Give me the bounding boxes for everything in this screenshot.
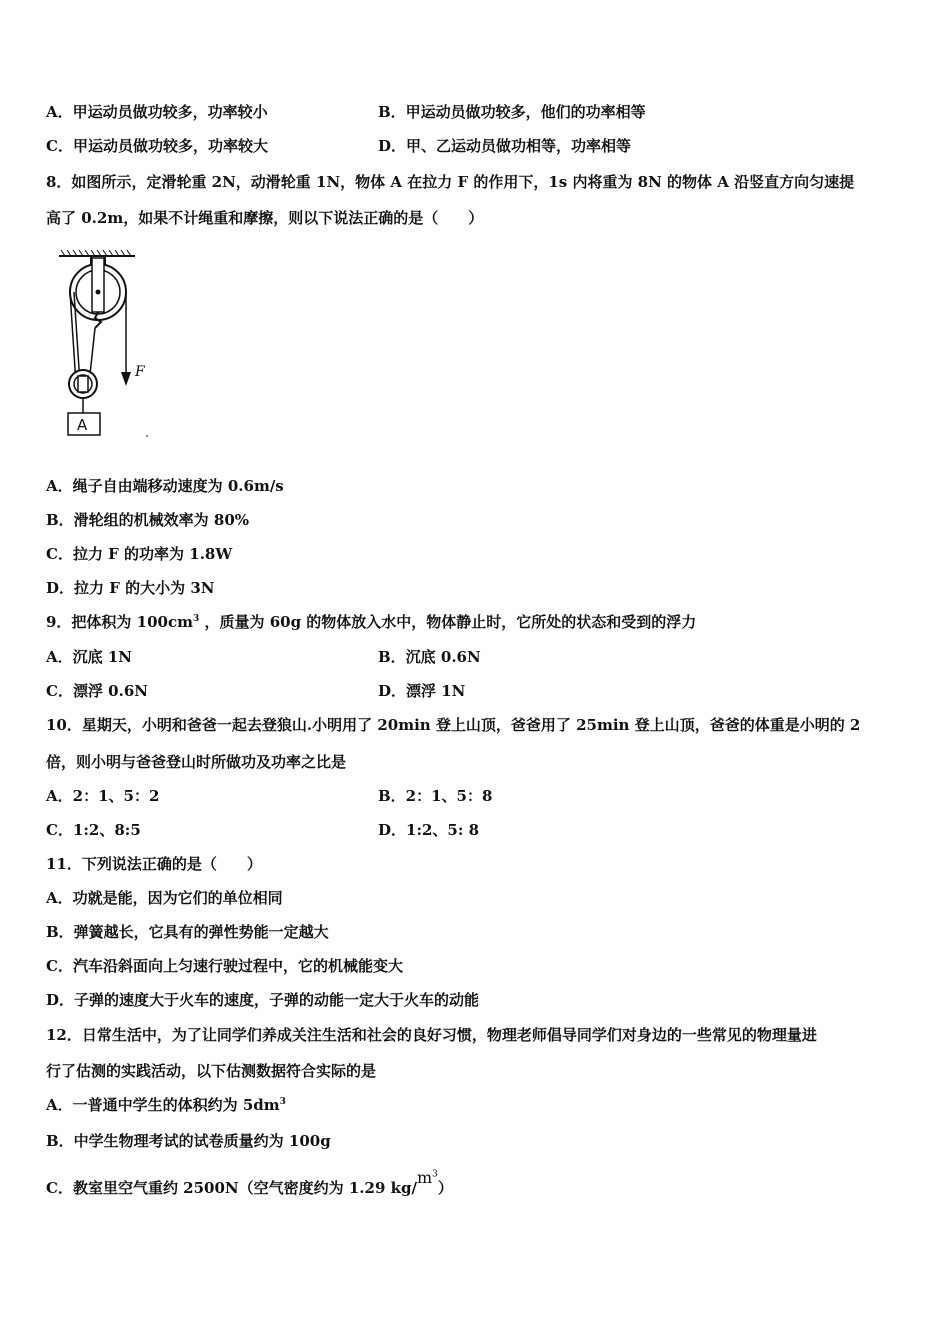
q7-option-d: D．甲、乙运动员做功相等，功率相等 [378,137,632,155]
q12-option-c-unit-m: m [416,1168,433,1187]
q10-option-c: C．1:2、8:5 [46,821,141,839]
q7-option-b: B．甲运动员做功较多，他们的功率相等 [378,103,646,121]
q12-option-c-post: ） [437,1179,453,1197]
q8-option-d: D．拉力 F 的大小为 3N [46,579,215,597]
force-label: F [135,364,145,380]
force-arrow-icon [121,372,131,386]
q7-option-a: A．甲运动员做功较多，功率较小 [46,103,268,121]
q12-option-c [46,1168,453,1198]
q12-stem-line2: 行了估测的实践活动，以下估测数据符合实际的是 [46,1062,377,1080]
q9-option-b: B．沉底 0.6N [378,648,481,666]
q12-option-a-text: A．一普通中学生的体积约为 5dm [46,1096,280,1114]
q9-stem-pre: 9．把体积为 100cm [46,613,193,631]
q10-option-a: A．2：1、5：2 [46,787,160,805]
q12-option-c-sup: 3 [432,1169,438,1180]
q10-option-d: D．1:2、5: 8 [378,821,480,839]
pulley-svg [55,248,165,448]
q12-option-a-sup: 3 [279,1097,286,1107]
q8-stem-line2: 高了 0.2m，如果不计绳重和摩擦，则以下说法正确的是（ ） [46,209,484,227]
q8-option-b: B．滑轮组的机械效率为 80% [46,511,250,529]
q8-option-c: C．拉力 F 的功率为 1.8W [46,545,233,563]
q12-option-c-text: C．教室里空气重约 2500N（空气密度约为 1.29 kg/ [46,1179,417,1197]
q11-option-a: A．功就是能，因为它们的单位相同 [46,889,283,907]
q9-stem-post: ，质量为 60g 的物体放入水中，物体静止时，它所处的状态和受到的浮力 [199,613,697,631]
q12-option-b: B．中学生物理考试的试卷质量约为 100g [46,1132,331,1150]
q9-option-c: C．漂浮 0.6N [46,682,148,700]
pulley-diagram [55,248,165,448]
q9-option-a: A．沉底 1N [46,648,133,666]
q10-option-b: B．2：1、5：8 [378,787,493,805]
q9-stem-sup: 3 [192,614,200,624]
q12-option-c-unit [417,1168,438,1187]
q11-option-b: B．弹簧越长，它具有的弹性势能一定越大 [46,923,329,941]
q11-stem: 11．下列说法正确的是（ ） [46,855,262,873]
q12-option-a [46,1095,286,1115]
q8-stem-line1: 8．如图所示，定滑轮重 2N，动滑轮重 1N，物体 A 在拉力 F 的作用下，1s 内将重为 8N 的物体 A 沿竖直方向匀速提 [46,173,855,191]
q10-stem-line1: 10．星期天，小明和爸爸一起去登狼山.小明用了 20min 登上山顶，爸爸用了 25min 登上山顶，爸爸的体重是小明的 2 [46,716,861,734]
q9-option-d: D．漂浮 1N [378,682,466,700]
q8-option-a: A．绳子自由端移动速度为 0.6m/s [46,477,284,495]
q10-stem-line2: 倍，则小明与爸爸登山时所做功及功率之比是 [46,753,347,771]
q7-option-c: C．甲运动员做功较多，功率较大 [46,137,268,155]
block-label: A [77,416,88,434]
q9-stem [46,612,696,632]
q11-option-c: C．汽车沿斜面向上匀速行驶过程中，它的机械能变大 [46,957,403,975]
q12-stem-line1: 12．日常生活中，为了让同学们养成关注生活和社会的良好习惯，物理老师倡导同学们对身边的一些常见的物理量进 [46,1026,817,1044]
q11-option-d: D．子弹的速度大于火车的速度，子弹的动能一定大于火车的动能 [46,991,480,1009]
